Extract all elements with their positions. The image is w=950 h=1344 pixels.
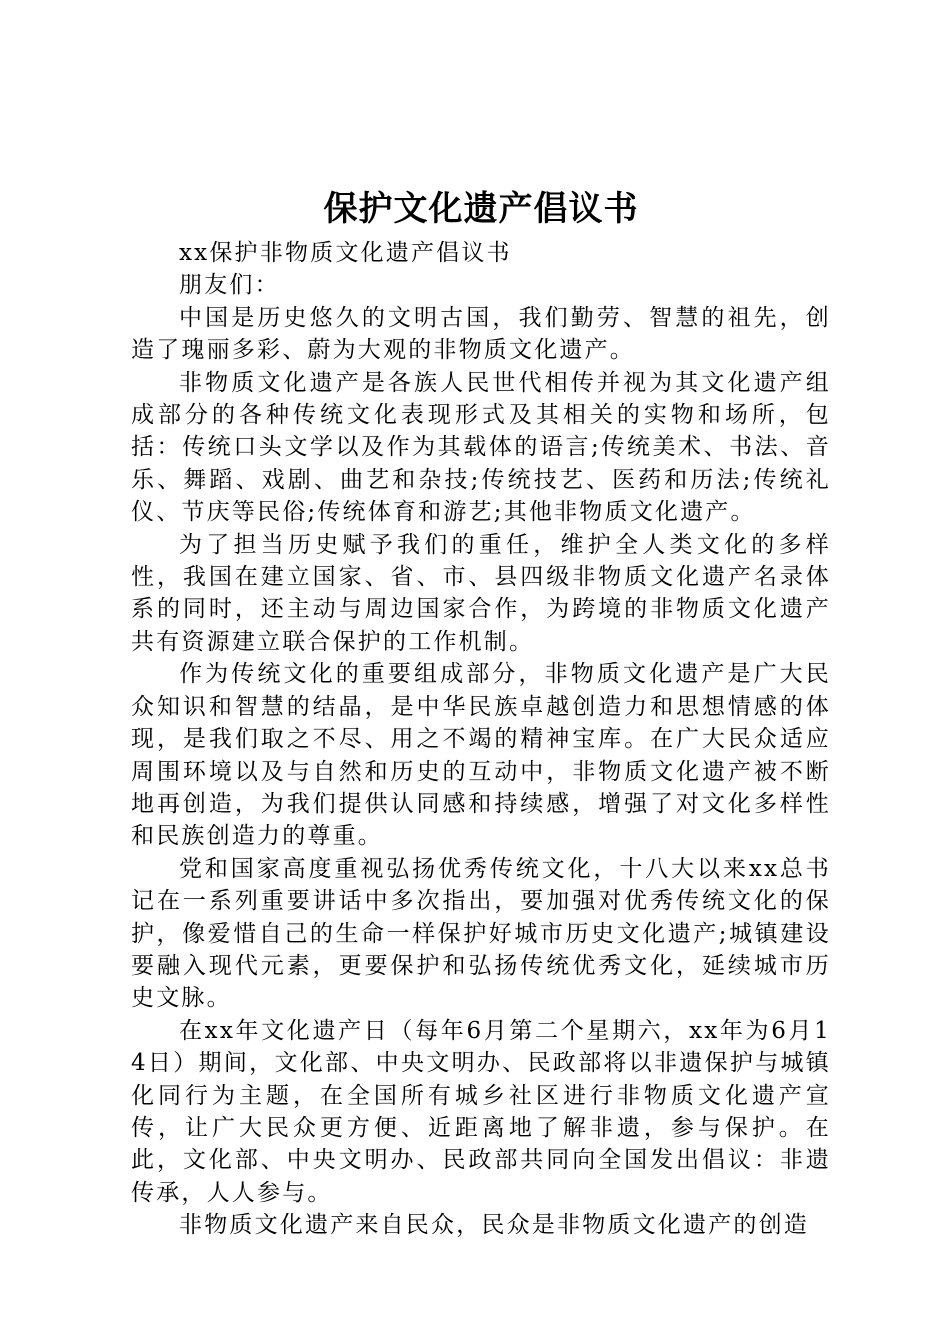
paragraph-4: 作为传统文化的重要组成部分，非物质文化遗产是广大民众知识和智慧的结晶，是中华民族卓越创造力和思想情感的体现，是我们取之不尽、用之不竭的精神宝库。在广大民众适应周围环境以及与自然和历史的互动中，非物质文化遗产被不断地再创造，为我们提供认同感和持续感，增强了对文化多样性和民族创造力的尊重。 [131, 661, 831, 850]
document-subtitle: xx保护非物质文化遗产倡议书 [179, 240, 512, 266]
paragraph-3: 为了担当历史赋予我们的重任，维护全人类文化的多样性，我国在建立国家、省、市、县四级非物质文化遗产名录体系的同时，还主动与周边国家合作，为跨境的非物质文化遗产共有资源建立联合保护的工作机制。 [131, 531, 831, 655]
paragraph-5: 党和国家高度重视弘扬优秀传统文化，十八大以来xx总书记在一系列重要讲话中多次指出，要加强对优秀传统文化的保护，像爱惜自己的生命一样保护好城市历史文化遗产;城镇建设要融入现代元素，更要保护和弘扬传统优秀文化，延续城市历史文脉。 [131, 855, 831, 1012]
paragraph-7: 非物质文化遗产来自民众，民众是非物质文化遗产的创造 [179, 1212, 809, 1239]
salutation: 朋友们： [179, 272, 280, 299]
paragraph-2: 非物质文化遗产是各族人民世代相传并视为其文化遗产组成部分的各种传统文化表现形式及其相关的实物和场所，包括：传统口头文学以及作为其载体的语言;传统美术、书法、音乐、舞蹈、戏剧、曲艺和杂技;传统技艺、医药和历法;传统礼仪、节庆等民俗;传统体育和游艺;其他非物质文化遗产。 [131, 369, 831, 526]
document-page [131, 185, 831, 1242]
paragraph-1: 中国是历史悠久的文明古国，我们勤劳、智慧的祖先，创造了瑰丽多彩、蔚为大观的非物质文化遗产。 [131, 304, 831, 364]
document-body [131, 237, 831, 1242]
document-title: 保护文化遗产倡议书 [323, 189, 639, 229]
paragraph-6: 在xx年文化遗产日（每年6月第二个星期六，xx年为6月14日）期间，文化部、中央文明办、民政部将以非遗保护与城镇化同行为主题，在全国所有城乡社区进行非物质文化遗产宣传，让广大民众更方便、近距离地了解非遗，参与保护。在此，文化部、中央文明办、民政部共同向全国发出倡议：非遗传承，人人参与。 [131, 1017, 831, 1206]
